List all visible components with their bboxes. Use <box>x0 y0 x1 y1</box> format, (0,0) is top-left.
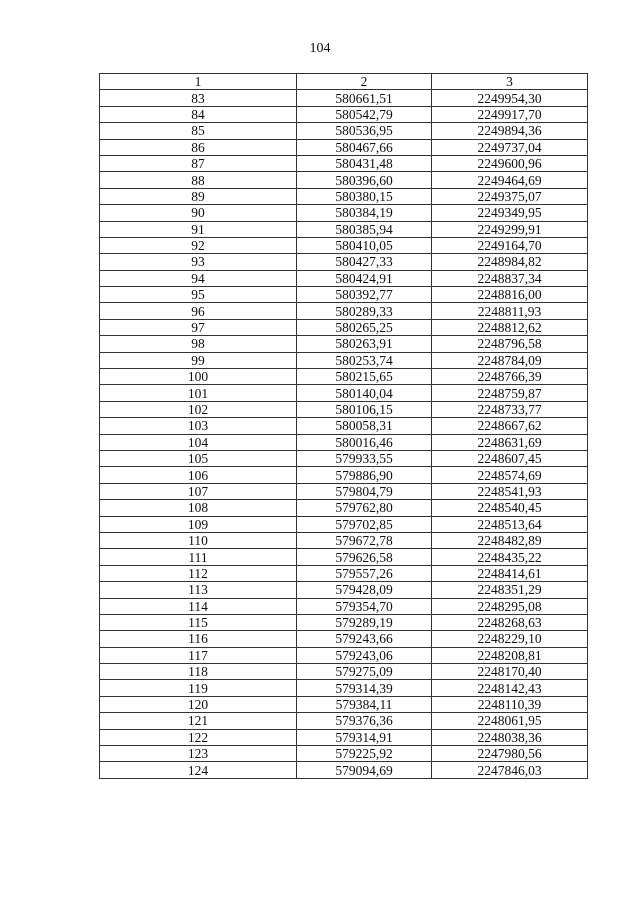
point-number-cell: 90 <box>100 205 297 221</box>
point-number-cell: 87 <box>100 155 297 171</box>
table-row <box>100 319 588 335</box>
table-row <box>100 450 588 466</box>
x-coordinate-cell: 579626,58 <box>297 549 432 565</box>
x-coordinate-cell: 580431,48 <box>297 155 432 171</box>
y-coordinate-cell: 2248574,69 <box>432 467 588 483</box>
x-coordinate-cell: 579094,69 <box>297 762 432 778</box>
table-row <box>100 680 588 696</box>
x-coordinate-cell: 580253,74 <box>297 352 432 368</box>
y-coordinate-cell: 2248811,93 <box>432 303 588 319</box>
table-row <box>100 369 588 385</box>
x-coordinate-cell: 580380,15 <box>297 188 432 204</box>
point-number-cell: 123 <box>100 746 297 762</box>
x-coordinate-cell: 580215,65 <box>297 369 432 385</box>
y-coordinate-cell: 2249349,95 <box>432 205 588 221</box>
point-number-cell: 114 <box>100 598 297 614</box>
y-coordinate-cell: 2249299,91 <box>432 221 588 237</box>
x-coordinate-cell: 579354,70 <box>297 598 432 614</box>
table-row <box>100 532 588 548</box>
point-number-cell: 83 <box>100 90 297 106</box>
y-coordinate-cell: 2248208,81 <box>432 647 588 663</box>
y-coordinate-cell: 2248110,39 <box>432 696 588 712</box>
x-coordinate-cell: 579557,26 <box>297 565 432 581</box>
table-row <box>100 647 588 663</box>
table-body <box>100 74 588 779</box>
table-row <box>100 188 588 204</box>
point-number-cell: 98 <box>100 336 297 352</box>
point-number-cell: 113 <box>100 582 297 598</box>
header-cell-2: 2 <box>297 74 432 90</box>
y-coordinate-cell: 2248607,45 <box>432 450 588 466</box>
table-row <box>100 385 588 401</box>
point-number-cell: 117 <box>100 647 297 663</box>
table-row <box>100 418 588 434</box>
point-number-cell: 92 <box>100 237 297 253</box>
table-row <box>100 254 588 270</box>
x-coordinate-cell: 580016,46 <box>297 434 432 450</box>
y-coordinate-cell: 2248631,69 <box>432 434 588 450</box>
point-number-cell: 85 <box>100 123 297 139</box>
table-row <box>100 614 588 630</box>
y-coordinate-cell: 2248766,39 <box>432 369 588 385</box>
x-coordinate-cell: 579376,36 <box>297 713 432 729</box>
table-row <box>100 713 588 729</box>
point-number-cell: 104 <box>100 434 297 450</box>
y-coordinate-cell: 2247846,03 <box>432 762 588 778</box>
x-coordinate-cell: 580410,05 <box>297 237 432 253</box>
y-coordinate-cell: 2248816,00 <box>432 287 588 303</box>
table-row <box>100 598 588 614</box>
point-number-cell: 99 <box>100 352 297 368</box>
table-row <box>100 221 588 237</box>
y-coordinate-cell: 2249954,30 <box>432 90 588 106</box>
x-coordinate-cell: 580467,66 <box>297 139 432 155</box>
table-row <box>100 565 588 581</box>
point-number-cell: 119 <box>100 680 297 696</box>
x-coordinate-cell: 579275,09 <box>297 664 432 680</box>
y-coordinate-cell: 2248541,93 <box>432 483 588 499</box>
table-row <box>100 664 588 680</box>
y-coordinate-cell: 2248837,34 <box>432 270 588 286</box>
y-coordinate-cell: 2249894,36 <box>432 123 588 139</box>
x-coordinate-cell: 579243,06 <box>297 647 432 663</box>
table-row <box>100 123 588 139</box>
x-coordinate-cell: 580424,91 <box>297 270 432 286</box>
point-number-cell: 105 <box>100 450 297 466</box>
point-number-cell: 94 <box>100 270 297 286</box>
y-coordinate-cell: 2248812,62 <box>432 319 588 335</box>
y-coordinate-cell: 2248295,08 <box>432 598 588 614</box>
y-coordinate-cell: 2248351,29 <box>432 582 588 598</box>
point-number-cell: 100 <box>100 369 297 385</box>
table-row <box>100 746 588 762</box>
page-number: 104 <box>309 41 331 56</box>
x-coordinate-cell: 579314,91 <box>297 729 432 745</box>
x-coordinate-cell: 579314,39 <box>297 680 432 696</box>
x-coordinate-cell: 580263,91 <box>297 336 432 352</box>
point-number-cell: 84 <box>100 106 297 122</box>
table-row <box>100 582 588 598</box>
point-number-cell: 102 <box>100 401 297 417</box>
y-coordinate-cell: 2248061,95 <box>432 713 588 729</box>
x-coordinate-cell: 580106,15 <box>297 401 432 417</box>
x-coordinate-cell: 580661,51 <box>297 90 432 106</box>
table-row <box>100 287 588 303</box>
point-number-cell: 110 <box>100 532 297 548</box>
point-number-cell: 106 <box>100 467 297 483</box>
table-row <box>100 106 588 122</box>
y-coordinate-cell: 2248414,61 <box>432 565 588 581</box>
x-coordinate-cell: 580396,60 <box>297 172 432 188</box>
table-row <box>100 516 588 532</box>
y-coordinate-cell: 2249600,96 <box>432 155 588 171</box>
table-row <box>100 155 588 171</box>
y-coordinate-cell: 2248796,58 <box>432 336 588 352</box>
x-coordinate-cell: 580427,33 <box>297 254 432 270</box>
y-coordinate-cell: 2248170,40 <box>432 664 588 680</box>
point-number-cell: 109 <box>100 516 297 532</box>
y-coordinate-cell: 2249375,07 <box>432 188 588 204</box>
y-coordinate-cell: 2249917,70 <box>432 106 588 122</box>
point-number-cell: 95 <box>100 287 297 303</box>
point-number-cell: 107 <box>100 483 297 499</box>
x-coordinate-cell: 579243,66 <box>297 631 432 647</box>
table-row <box>100 762 588 778</box>
table-row <box>100 401 588 417</box>
table-row <box>100 336 588 352</box>
table-row <box>100 237 588 253</box>
table-row <box>100 352 588 368</box>
x-coordinate-cell: 579804,79 <box>297 483 432 499</box>
x-coordinate-cell: 580384,19 <box>297 205 432 221</box>
y-coordinate-cell: 2248038,36 <box>432 729 588 745</box>
point-number-cell: 89 <box>100 188 297 204</box>
table-row <box>100 434 588 450</box>
y-coordinate-cell: 2248229,10 <box>432 631 588 647</box>
table-row <box>100 303 588 319</box>
y-coordinate-cell: 2248142,43 <box>432 680 588 696</box>
point-number-cell: 96 <box>100 303 297 319</box>
header-cell-3: 3 <box>432 74 588 90</box>
x-coordinate-cell: 579289,19 <box>297 614 432 630</box>
y-coordinate-cell: 2249164,70 <box>432 237 588 253</box>
point-number-cell: 103 <box>100 418 297 434</box>
table-row <box>100 270 588 286</box>
y-coordinate-cell: 2248759,87 <box>432 385 588 401</box>
x-coordinate-cell: 580385,94 <box>297 221 432 237</box>
y-coordinate-cell: 2247980,56 <box>432 746 588 762</box>
table-row <box>100 696 588 712</box>
point-number-cell: 101 <box>100 385 297 401</box>
x-coordinate-cell: 580265,25 <box>297 319 432 335</box>
point-number-cell: 121 <box>100 713 297 729</box>
point-number-cell: 115 <box>100 614 297 630</box>
point-number-cell: 86 <box>100 139 297 155</box>
x-coordinate-cell: 580289,33 <box>297 303 432 319</box>
point-number-cell: 120 <box>100 696 297 712</box>
header-row <box>100 74 588 90</box>
table-row <box>100 500 588 516</box>
point-number-cell: 93 <box>100 254 297 270</box>
x-coordinate-cell: 579933,55 <box>297 450 432 466</box>
point-number-cell: 88 <box>100 172 297 188</box>
table-row <box>100 172 588 188</box>
point-number-cell: 91 <box>100 221 297 237</box>
y-coordinate-cell: 2248784,09 <box>432 352 588 368</box>
x-coordinate-cell: 579428,09 <box>297 582 432 598</box>
x-coordinate-cell: 580536,95 <box>297 123 432 139</box>
table-row <box>100 467 588 483</box>
x-coordinate-cell: 579225,92 <box>297 746 432 762</box>
x-coordinate-cell: 579702,85 <box>297 516 432 532</box>
x-coordinate-cell: 579762,80 <box>297 500 432 516</box>
table-row <box>100 549 588 565</box>
x-coordinate-cell: 580392,77 <box>297 287 432 303</box>
x-coordinate-cell: 580542,79 <box>297 106 432 122</box>
x-coordinate-cell: 579672,78 <box>297 532 432 548</box>
point-number-cell: 124 <box>100 762 297 778</box>
table-row <box>100 139 588 155</box>
table-row <box>100 631 588 647</box>
coordinates-table <box>99 73 588 779</box>
x-coordinate-cell: 580140,04 <box>297 385 432 401</box>
point-number-cell: 112 <box>100 565 297 581</box>
y-coordinate-cell: 2249464,69 <box>432 172 588 188</box>
y-coordinate-cell: 2248667,62 <box>432 418 588 434</box>
y-coordinate-cell: 2248733,77 <box>432 401 588 417</box>
table-row <box>100 483 588 499</box>
point-number-cell: 118 <box>100 664 297 680</box>
table-row <box>100 90 588 106</box>
y-coordinate-cell: 2248435,22 <box>432 549 588 565</box>
point-number-cell: 97 <box>100 319 297 335</box>
x-coordinate-cell: 579384,11 <box>297 696 432 712</box>
point-number-cell: 111 <box>100 549 297 565</box>
point-number-cell: 116 <box>100 631 297 647</box>
table-row <box>100 205 588 221</box>
x-coordinate-cell: 579886,90 <box>297 467 432 483</box>
y-coordinate-cell: 2248268,63 <box>432 614 588 630</box>
header-cell-1: 1 <box>100 74 297 90</box>
y-coordinate-cell: 2249737,04 <box>432 139 588 155</box>
y-coordinate-cell: 2248513,64 <box>432 516 588 532</box>
point-number-cell: 122 <box>100 729 297 745</box>
y-coordinate-cell: 2248540,45 <box>432 500 588 516</box>
y-coordinate-cell: 2248482,89 <box>432 532 588 548</box>
point-number-cell: 108 <box>100 500 297 516</box>
y-coordinate-cell: 2248984,82 <box>432 254 588 270</box>
x-coordinate-cell: 580058,31 <box>297 418 432 434</box>
table-row <box>100 729 588 745</box>
